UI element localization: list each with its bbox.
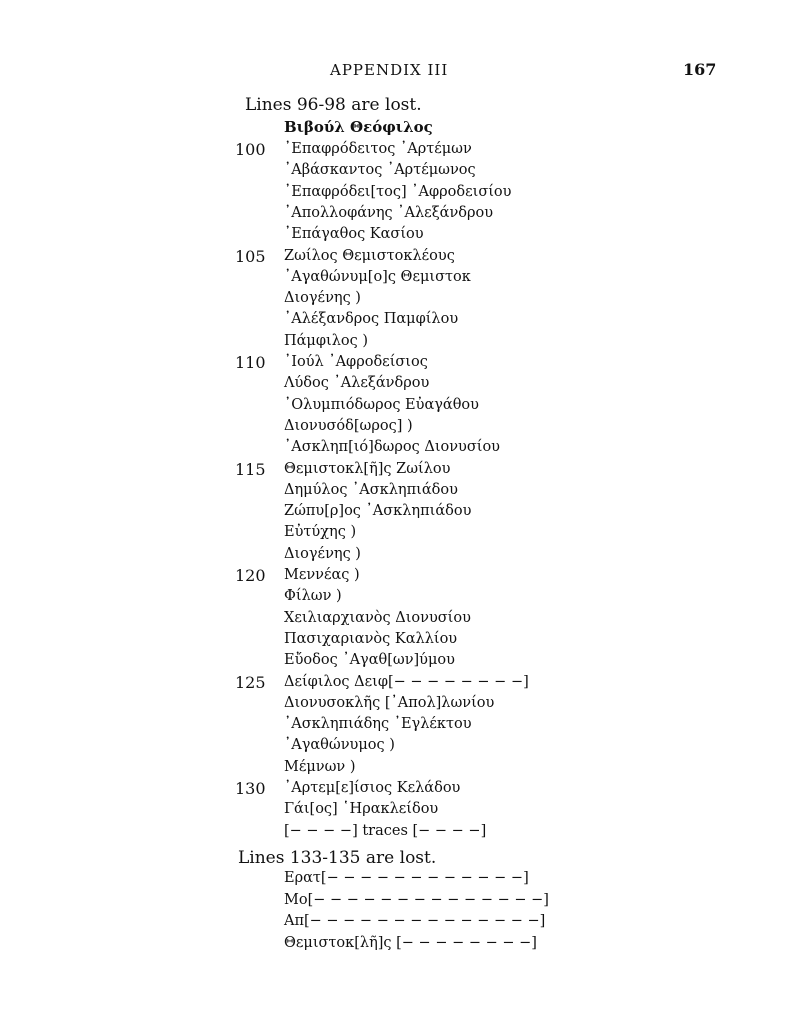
- inscription-line: [0, 502, 787, 523]
- line-text: Διογένης ): [284, 290, 361, 307]
- line-text: Δείφιλος Δειφ[− − − − − − − −]: [284, 673, 529, 690]
- line-text: Φίλων ): [284, 588, 342, 605]
- inscription-tail-line: [0, 891, 787, 912]
- line-text: ᾿Ασκληπιάδης ᾿Εγλέκτου: [284, 716, 472, 733]
- inscription-line: [0, 460, 787, 481]
- line-text: Δημύλος ᾿Ασκληπιάδου: [284, 481, 458, 498]
- line-number: 105: [235, 246, 266, 266]
- inscription-line: [0, 374, 787, 395]
- line-text: ᾿Αγαθώνυμος ): [284, 737, 395, 754]
- line-text: Ερατ[− − − − − − − − − − − −]: [284, 870, 529, 886]
- inscription-line: [0, 822, 787, 843]
- line-text: Γάι[ος] ῾Ηρακλείδου: [284, 801, 439, 818]
- line-text: Πασιχαριανὸς Καλλίου: [284, 630, 458, 647]
- line-text: Διονυσοκλῆς [᾿Απολ]λωνίου: [284, 694, 495, 711]
- inscription-line: [0, 140, 787, 161]
- line-text: Εὔοδος ᾿Αγαθ[ων]ύμου: [284, 652, 455, 669]
- inscription-line: [0, 247, 787, 268]
- line-number: 120: [235, 566, 266, 585]
- line-text: ᾿Επαφρόδειτος ᾿Αρτέμων: [284, 141, 472, 157]
- inscription-tail-line: [0, 934, 787, 955]
- inscription-line: [0, 545, 787, 566]
- inscription-line: [0, 225, 787, 246]
- line-text: Χειλιαρχιανὸς Διονυσίου: [284, 609, 471, 626]
- inscription-line: [0, 736, 787, 757]
- inscription-line: [0, 800, 787, 821]
- inscription-tail-line: [0, 869, 787, 890]
- line-text: Απ[− − − − − − − − − − − − − −]: [284, 913, 546, 929]
- inscription-line: [0, 417, 787, 438]
- page-number: 167: [683, 60, 717, 79]
- line-text: ᾿Αγαθώνυμ[ο]ς Θεμιστοκ: [284, 268, 471, 285]
- header-title: APPENDIX III: [330, 61, 449, 79]
- inscription-line: [0, 204, 787, 225]
- line-text: Μεννέας ): [284, 567, 360, 583]
- line-text: ᾿Επαφρόδει[τος] ᾿Αφροδεισίου: [284, 183, 512, 200]
- inscription-line: [0, 587, 787, 608]
- line-text: Λύδος ᾿Αλεξάνδρου: [284, 375, 430, 392]
- line-text: Ζώπυ[ρ]ος ᾿Ασκληπιάδου: [284, 503, 472, 520]
- line-text: ᾿Επάγαθος Κασίου: [284, 226, 424, 243]
- line-text: ᾿Ολυμπιόδωρος Εὐαγάθου: [284, 396, 479, 413]
- inscription-line: [0, 161, 787, 182]
- inscription-line: [0, 694, 787, 715]
- line-number: 100: [235, 140, 266, 159]
- inscription-line: [0, 438, 787, 459]
- line-text: ᾿Αλέξανδρος Παμφίλου: [284, 311, 459, 328]
- line-number: 110: [235, 353, 266, 372]
- line-number: 125: [235, 672, 266, 692]
- inscription-line: [0, 630, 787, 651]
- line-text: Ζωίλος Θεμιστοκλέους: [284, 247, 455, 264]
- line-text: Διονυσόδ[ωρος] ): [284, 417, 413, 434]
- inscription-tail-line: [0, 912, 787, 933]
- inscription-line: [0, 779, 787, 800]
- inscription-line: [0, 481, 787, 502]
- inscription-line: [0, 268, 787, 289]
- inscription-line: [0, 651, 787, 672]
- line-text: [− − − −] traces [− − − −]: [284, 822, 487, 839]
- inscription-line: [0, 183, 787, 204]
- inscription-line: [0, 673, 787, 694]
- line-text: Πάμφιλος ): [284, 332, 369, 349]
- line-text: ᾿Ασκληπ[ιό]δωρος Διονυσίου: [284, 439, 500, 456]
- inscription-line: [0, 523, 787, 544]
- inscription-line: [0, 353, 787, 374]
- line-number: 115: [235, 459, 266, 479]
- line-text: Διογένης ): [284, 545, 361, 562]
- list-heading-line: Βιβούλ Θεόφιλος: [284, 118, 433, 136]
- line-text: Θεμιστοκλ[ῆ]ς Ζωίλου: [284, 460, 451, 477]
- line-text: ᾿Απολλοφάνης ᾿Αλεξάνδρου: [284, 204, 494, 221]
- lost-lines-note-bottom: Lines 133-135 are lost.: [238, 848, 437, 868]
- inscription-line: [0, 758, 787, 779]
- line-text: Εὐτύχης ): [284, 524, 357, 541]
- inscription-line: [0, 609, 787, 630]
- inscription-line: [0, 715, 787, 736]
- inscription-line: [0, 310, 787, 331]
- line-text: ᾿Ιούλ ᾿Αφροδείσιος: [284, 354, 428, 370]
- line-number: 130: [235, 779, 266, 798]
- inscription-line: [0, 289, 787, 310]
- line-text: Μέμνων ): [284, 758, 356, 775]
- inscription-line: [0, 566, 787, 587]
- line-text: Μο[− − − − − − − − − − − − − −]: [284, 891, 549, 908]
- line-text: Θεμιστοκ[λῆ]ς [− − − − − − − −]: [284, 934, 537, 951]
- line-text: ᾿Αβάσκαντος ᾿Αρτέμωνος: [284, 162, 476, 179]
- inscription-line: [0, 396, 787, 417]
- line-text: ᾿Αρτεμ[ε]ίσιος Κελάδου: [284, 780, 461, 796]
- lost-lines-note-top: Lines 96-98 are lost.: [245, 95, 422, 115]
- inscription-line: [0, 332, 787, 353]
